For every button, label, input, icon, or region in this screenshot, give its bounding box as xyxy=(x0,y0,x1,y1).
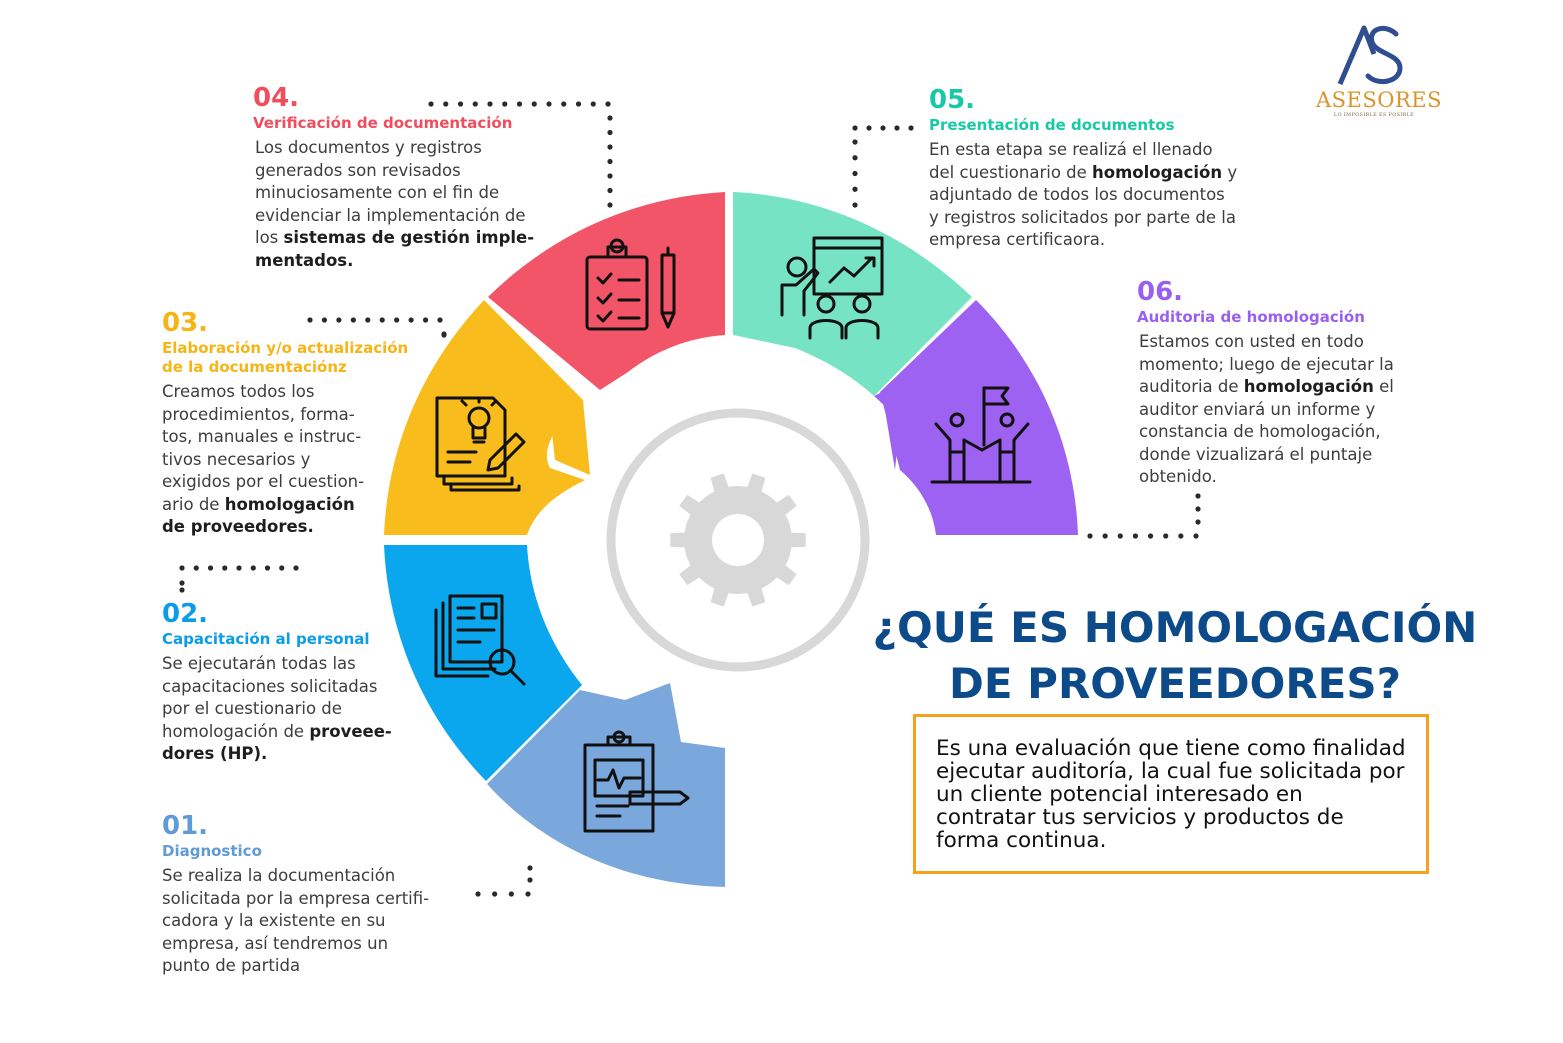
step-description: Creamos todos los procedimientos, forma- tos, manuales e instruc- tivos necesarios y exigidos por el cuestion- ario de homologación de proveedores. xyxy=(162,382,365,536)
gear-icon xyxy=(670,474,805,607)
step-number: 06. xyxy=(1137,277,1184,307)
connector-dot xyxy=(852,171,857,176)
step-title: Diagnostico xyxy=(162,842,262,860)
connector-dot xyxy=(607,159,612,164)
connector-dot xyxy=(607,115,612,120)
connector-dot xyxy=(607,130,612,135)
connector-dot xyxy=(852,202,857,207)
step-number: 02. xyxy=(162,599,209,629)
step-title: Auditoria de homologación xyxy=(1137,308,1365,326)
connector-dot xyxy=(1087,533,1092,538)
step-title: Verificación de documentación xyxy=(253,114,513,132)
connector-dot xyxy=(852,187,857,192)
logo-mark xyxy=(1334,24,1414,86)
step-number: 04. xyxy=(253,83,300,113)
connector-dot xyxy=(1103,533,1108,538)
connector-dot xyxy=(607,144,612,149)
connector-dot xyxy=(509,891,514,896)
connector-dot xyxy=(236,565,241,570)
connector-dot xyxy=(852,125,857,130)
connector-dot xyxy=(908,125,913,130)
connector-dot xyxy=(293,565,298,570)
step-number: 05. xyxy=(929,85,976,115)
connector-dot xyxy=(179,587,184,592)
connector-dot xyxy=(866,125,871,130)
connector-dot xyxy=(1195,519,1200,524)
step-01 xyxy=(162,812,472,978)
connector-dot xyxy=(591,101,596,106)
headline xyxy=(850,600,1500,712)
connector-dot xyxy=(1163,533,1168,538)
connector-dot xyxy=(880,125,885,130)
connector-dot xyxy=(179,580,184,585)
step-05 xyxy=(929,86,1289,252)
connector-dot xyxy=(607,173,612,178)
connector-dot xyxy=(1195,506,1200,511)
logo-tagline: LO IMPOSIBLE ES POSIBLE xyxy=(1333,112,1415,118)
step-number: 01. xyxy=(162,811,209,841)
connector-dot xyxy=(852,139,857,144)
connector-dot xyxy=(1178,533,1183,538)
logo xyxy=(1316,24,1443,134)
step-04 xyxy=(253,84,583,272)
connector-dot xyxy=(1118,533,1123,538)
headline-line-2: DE PROVEEDORES? xyxy=(949,659,1401,708)
step-title: Elaboración y/o actualización de la documentaciónz xyxy=(162,339,409,376)
step-title: Capacitación al personal xyxy=(162,630,370,648)
step-06 xyxy=(1137,278,1457,489)
connector-dot xyxy=(1193,533,1198,538)
definition-text: Es una evaluación que tiene como finalidad ejecutar auditoría, la cual fue solicitada por un cliente potencial interesado en contratar tus servicios y productos de forma continua. xyxy=(936,736,1406,853)
logo-name: ASESORES xyxy=(1316,88,1443,112)
connector-dot xyxy=(607,202,612,207)
connector-dot xyxy=(527,865,532,870)
connector-dot xyxy=(475,891,480,896)
connector-dot xyxy=(525,891,530,896)
connector-dot xyxy=(208,565,213,570)
headline-line-1: ¿QUÉ ES HOMOLOGACIÓN xyxy=(872,603,1478,652)
connector-dot xyxy=(251,565,256,570)
connector-dot xyxy=(194,565,199,570)
connector-dot xyxy=(179,565,184,570)
connector-dot xyxy=(607,188,612,193)
connector-dot xyxy=(1195,493,1200,498)
step-description: Se realiza la documentación solicitada por la empresa certifi- cadora y la existente en su empresa, así tendremos un punto de partida xyxy=(162,866,430,975)
connector-dot xyxy=(492,891,497,896)
connector-dot xyxy=(527,877,532,882)
connector-dot xyxy=(852,155,857,160)
step-description: En esta etapa se realizá el llenado del cuestionario de homologación y adjuntado de todos los documentos y registros solicitados por parte de la empresa certificaora. xyxy=(929,140,1238,249)
connector-dot xyxy=(1133,533,1138,538)
connector-dot xyxy=(894,125,899,130)
step-description: Estamos con usted en todo momento; luego de ejecutar la auditoria de homologación el auditor enviará un informe y constancia de homologación, donde vizualizará el puntaje obtenido. xyxy=(1139,332,1394,486)
connector-dot xyxy=(222,565,227,570)
step-description: Los documentos y registros generados son revisados minuciosamente con el fin de evidenciar la implementación de los sistemas de gestión imple- mentados. xyxy=(255,138,535,270)
connector-dot xyxy=(1148,533,1153,538)
connector-dot xyxy=(265,565,270,570)
step-number: 03. xyxy=(162,308,209,338)
connector-dot xyxy=(605,101,610,106)
definition-box xyxy=(913,714,1429,874)
connector-dot xyxy=(279,565,284,570)
step-description: Se ejecutarán todas las capacitaciones solicitadas por el cuestionario de homologación de proveee- dores (HP). xyxy=(162,654,392,763)
step-02 xyxy=(162,600,462,766)
step-title: Presentación de documentos xyxy=(929,116,1175,134)
step-03 xyxy=(162,309,462,539)
